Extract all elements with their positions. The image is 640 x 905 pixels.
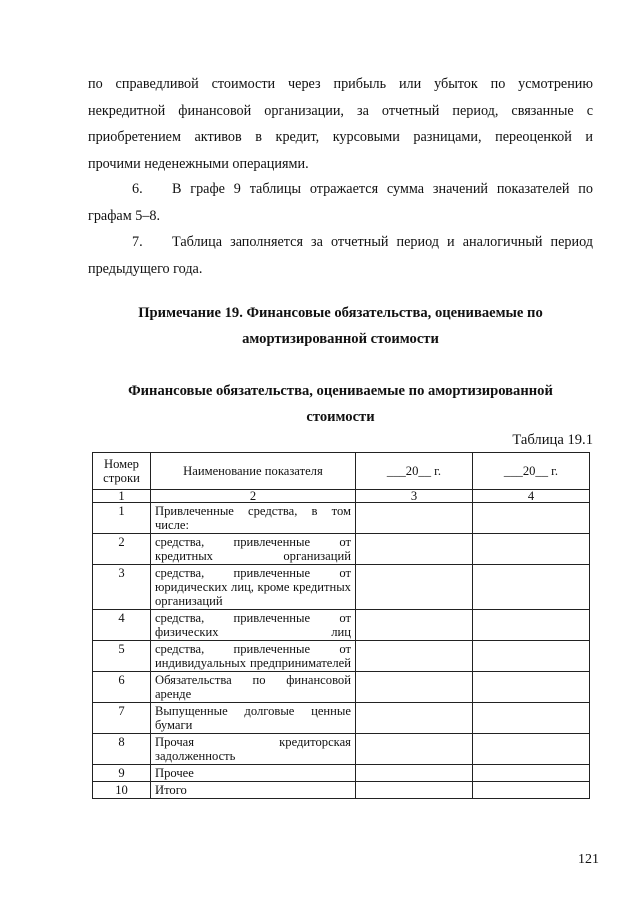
value-cell[interactable] (355, 610, 472, 641)
table-row (93, 734, 590, 765)
note-heading (88, 300, 593, 352)
page-number: 121 (578, 852, 599, 867)
row-name: средства, привлеченные от кредитных организаций (150, 534, 355, 565)
table-row (93, 782, 590, 799)
table-header-row (93, 453, 590, 490)
row-number: 4 (93, 610, 151, 641)
value-cell[interactable] (472, 610, 589, 641)
row-name: средства, привлеченные от физических лиц (150, 610, 355, 641)
table-row (93, 765, 590, 782)
header-period-1: ___20__ г. (355, 453, 472, 490)
table-row (93, 503, 590, 534)
text-line: прочими неденежными операциями. (88, 155, 309, 172)
value-cell[interactable] (355, 534, 472, 565)
value-cell[interactable] (355, 672, 472, 703)
value-cell[interactable] (472, 782, 589, 799)
value-cell[interactable] (355, 765, 472, 782)
list-item-number: 6. (132, 181, 143, 197)
note-heading-line: Примечание 19. Финансовые обязательства, оцениваемые по (138, 305, 543, 321)
list-item-7 (88, 229, 593, 282)
table-title-line: стоимости (306, 409, 375, 425)
table-caption: Таблица 19.1 (512, 432, 593, 448)
table-row (93, 641, 590, 672)
column-number: 1 (93, 490, 151, 503)
row-number: 6 (93, 672, 151, 703)
value-cell[interactable] (355, 565, 472, 610)
row-number: 10 (93, 782, 151, 799)
row-name: Итого (150, 782, 355, 799)
value-cell[interactable] (472, 672, 589, 703)
column-number: 3 (355, 490, 472, 503)
value-cell[interactable] (472, 534, 589, 565)
column-number: 4 (472, 490, 589, 503)
list-item-6 (88, 176, 593, 229)
row-name: Прочая кредиторская задолженность (150, 734, 355, 765)
text-line: приобретением активов в кредит, курсовыми разницами, переоценкой и (88, 129, 593, 145)
table-row (93, 534, 590, 565)
row-name: Выпущенные долговые ценные бумаги (150, 703, 355, 734)
column-numbers-row (93, 490, 590, 503)
list-item-number: 7. (132, 234, 143, 250)
header-row-number: Номер строки (93, 453, 151, 490)
value-cell[interactable] (472, 641, 589, 672)
text-line: некредитной финансовой организации, за отчетный период, связанные с (88, 102, 593, 119)
list-item-text: графам 5–8. (88, 207, 161, 224)
row-number: 9 (93, 765, 151, 782)
row-name: средства, привлеченные от юридических лиц, кроме кредитных организаций (150, 565, 355, 610)
table-title-line: Финансовые обязательства, оцениваемые по амортизированной (128, 383, 553, 399)
row-number: 8 (93, 734, 151, 765)
table-title (88, 378, 593, 430)
value-cell[interactable] (472, 703, 589, 734)
value-cell[interactable] (472, 734, 589, 765)
table-row (93, 565, 590, 610)
row-name: Обязательства по финансовой аренде (150, 672, 355, 703)
row-number: 1 (93, 503, 151, 534)
value-cell[interactable] (472, 765, 589, 782)
liabilities-table (92, 452, 590, 799)
header-period-2: ___20__ г. (472, 453, 589, 490)
value-cell[interactable] (355, 703, 472, 734)
value-cell[interactable] (355, 734, 472, 765)
text-line: по справедливой стоимости через прибыль или убыток по усмотрению (88, 76, 593, 92)
row-number: 5 (93, 641, 151, 672)
list-item-text: предыдущего года. (88, 260, 203, 277)
row-name: средства, привлеченные от индивидуальных предпринимателей (150, 641, 355, 672)
column-number: 2 (150, 490, 355, 503)
table-row (93, 672, 590, 703)
table-row (93, 610, 590, 641)
row-number: 3 (93, 565, 151, 610)
value-cell[interactable] (472, 565, 589, 610)
list-item-text: Таблица заполняется за отчетный период и аналогичный период (172, 234, 593, 250)
row-number: 2 (93, 534, 151, 565)
intro-paragraph (88, 71, 593, 177)
header-indicator-name: Наименование показателя (150, 453, 355, 490)
value-cell[interactable] (355, 641, 472, 672)
list-item-text: В графе 9 таблицы отражается сумма значений показателей по (172, 181, 593, 197)
row-name: Прочее (150, 765, 355, 782)
row-number: 7 (93, 703, 151, 734)
value-cell[interactable] (355, 503, 472, 534)
value-cell[interactable] (472, 503, 589, 534)
table-row (93, 703, 590, 734)
row-name: Привлеченные средства, в том числе: (150, 503, 355, 534)
note-heading-line: амортизированной стоимости (242, 331, 439, 347)
value-cell[interactable] (355, 782, 472, 799)
